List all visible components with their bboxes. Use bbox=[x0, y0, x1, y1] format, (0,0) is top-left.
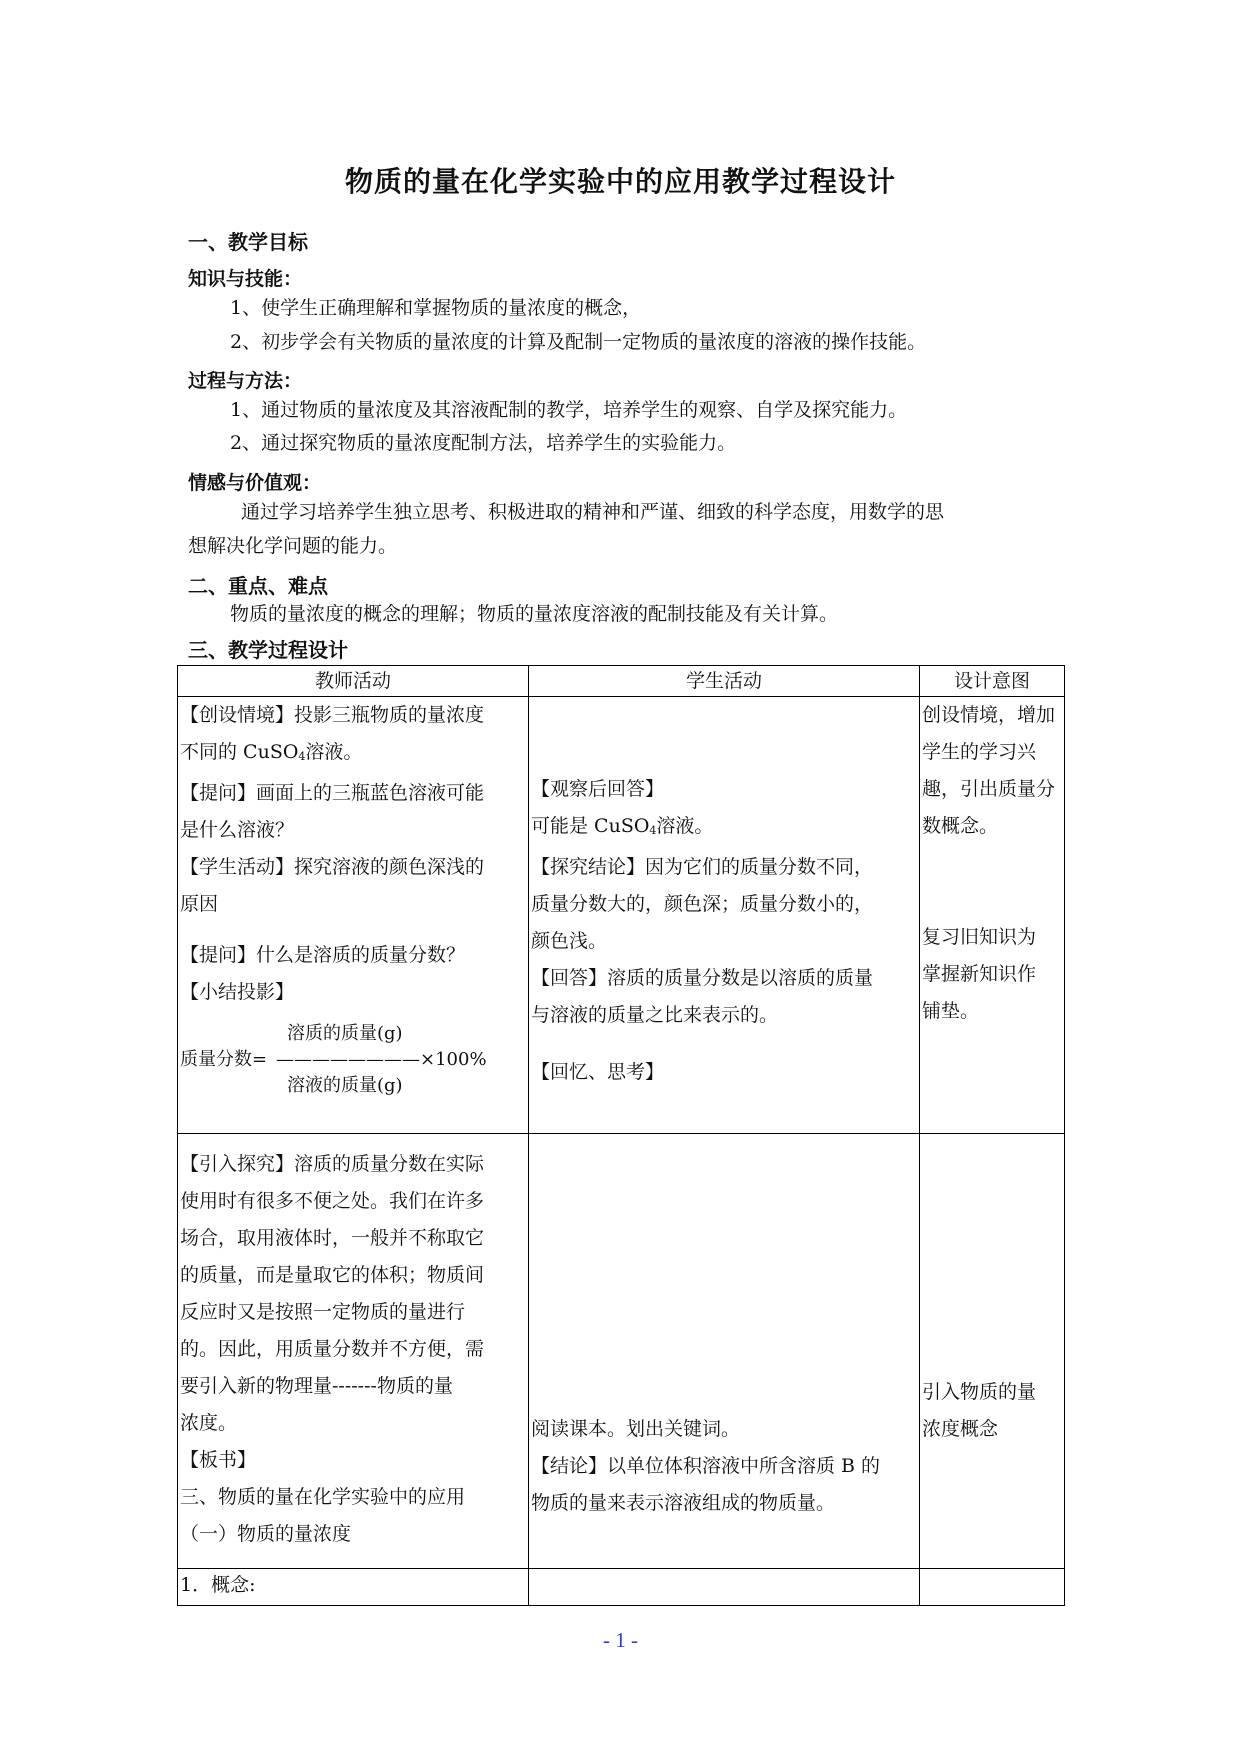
design-intent-cell bbox=[920, 1569, 1065, 1606]
text-line: 引入物质的量 bbox=[922, 1381, 1037, 1403]
text-line: 物质的量来表示溶液组成的物质量。 bbox=[531, 1492, 836, 1514]
section-heading-keypoints: 二、重点、难点 bbox=[188, 574, 328, 598]
text-line: 数概念。 bbox=[922, 815, 999, 837]
text-line: 【板书】 bbox=[180, 1449, 257, 1471]
text-line: 使用时有很多不便之处。我们在许多 bbox=[180, 1190, 485, 1212]
keypoints-text: 物质的量浓度的概念的理解；物质的量浓度溶液的配制技能及有关计算。 bbox=[230, 603, 839, 625]
text-line: 学生的学习兴 bbox=[922, 741, 1037, 763]
process-item-1: 1、通过物质的量浓度及其溶液配制的教学，培养学生的观察、自学及探究能力。 bbox=[230, 399, 908, 421]
text-line: 【提问】什么是溶质的质量分数？ bbox=[180, 944, 466, 966]
student-activity-cell bbox=[529, 1134, 920, 1569]
text-line: 反应时又是按照一定物质的量进行 bbox=[180, 1301, 466, 1323]
page-number: - 1 - bbox=[603, 1628, 638, 1652]
table-row bbox=[178, 697, 1065, 1134]
text-line: 的。因此，用质量分数并不方便，需 bbox=[180, 1338, 485, 1360]
formula-label: 质量分数= bbox=[180, 1049, 268, 1070]
section-heading-process-design: 三、教学过程设计 bbox=[188, 638, 348, 662]
subheading-emotion: 情感与价值观： bbox=[188, 472, 322, 494]
text-line: 【探究结论】因为它们的质量分数不同， bbox=[531, 856, 874, 878]
text-line: 浓度。 bbox=[180, 1412, 238, 1434]
text-line: 【小结投影】 bbox=[180, 981, 295, 1003]
text-line: 浓度概念 bbox=[922, 1418, 999, 1440]
text-line: 趣，引出质量分 bbox=[922, 778, 1056, 800]
text-line: 的质量，而是量取它的体积；物质间 bbox=[180, 1264, 485, 1286]
text-line: 可能是 CuSO$_4$溶液。 bbox=[531, 815, 714, 837]
formula-fraction-line: ————————×100% bbox=[276, 1049, 487, 1070]
process-item-2: 2、通过探究物质的量浓度配制方法，培养学生的实验能力。 bbox=[230, 432, 737, 454]
text-line: 【创设情境】投影三瓶物质的量浓度 bbox=[180, 704, 485, 726]
text-line: 【观察后回答】 bbox=[531, 778, 665, 800]
text-line: 颜色浅。 bbox=[531, 930, 608, 952]
document-title: 物质的量在化学实验中的应用教学过程设计 bbox=[344, 165, 896, 198]
knowledge-item-2: 2、初步学会有关物质的量浓度的计算及配制一定物质的量浓度的溶液的操作技能。 bbox=[230, 331, 927, 353]
teacher-activity-cell bbox=[178, 697, 529, 1134]
text-line: 要引入新的物理量-------物质的量 bbox=[180, 1375, 453, 1397]
student-activity-cell bbox=[529, 697, 920, 1134]
text-line: 质量分数大的，颜色深；质量分数小的， bbox=[531, 893, 874, 915]
design-intent-cell bbox=[920, 697, 1065, 1134]
text-line: 【引入探究】溶质的质量分数在实际 bbox=[180, 1153, 485, 1175]
mass-fraction-formula bbox=[180, 1011, 526, 1096]
text-line: 掌握新知识作 bbox=[922, 963, 1037, 985]
teacher-activity-cell: 1．概念: bbox=[178, 1569, 529, 1606]
text-line: 铺垫。 bbox=[922, 1000, 980, 1022]
table-header-row bbox=[178, 666, 1065, 697]
formula-numerator: 溶质的质量(g) bbox=[287, 1023, 403, 1044]
text-line: 【结论】以单位体积溶液中所含溶质 B 的 bbox=[531, 1455, 881, 1477]
text-line: 三、物质的量在化学实验中的应用 bbox=[180, 1486, 466, 1508]
header-student-activity: 学生活动 bbox=[529, 666, 920, 697]
table-row bbox=[178, 1134, 1065, 1569]
text-line: 【提问】画面上的三瓶蓝色溶液可能 bbox=[180, 782, 485, 804]
text-line: 创设情境，增加 bbox=[922, 704, 1056, 726]
text-line: 是什么溶液？ bbox=[180, 819, 295, 841]
text-line: 【回答】溶质的质量分数是以溶质的质量 bbox=[531, 967, 874, 989]
teaching-process-table bbox=[177, 665, 1065, 1606]
teacher-activity-cell bbox=[178, 1134, 529, 1569]
table-row bbox=[178, 1569, 1065, 1606]
header-design-intent: 设计意图 bbox=[920, 666, 1065, 697]
text-line: 不同的 CuSO$_4$溶液。 bbox=[180, 741, 363, 763]
text-line: 场合，取用液体时，一般并不称取它 bbox=[180, 1227, 485, 1249]
text-line: （一）物质的量浓度 bbox=[180, 1523, 352, 1545]
subheading-process: 过程与方法： bbox=[188, 370, 303, 392]
text-line: 复习旧知识为 bbox=[922, 926, 1037, 948]
formula-denominator: 溶液的质量(g) bbox=[287, 1075, 403, 1096]
text-line: 【回忆、思考】 bbox=[531, 1061, 665, 1083]
emotion-text-line-2: 想解决化学问题的能力。 bbox=[188, 535, 398, 557]
knowledge-item-1: 1、使学生正确理解和掌握物质的量浓度的概念， bbox=[230, 297, 642, 319]
text-line: 与溶液的质量之比来表示的。 bbox=[531, 1004, 779, 1026]
header-teacher-activity: 教师活动 bbox=[178, 666, 529, 697]
text-line: 阅读课本。划出关键词。 bbox=[531, 1418, 741, 1440]
subheading-knowledge: 知识与技能： bbox=[188, 268, 303, 290]
emotion-text-line-1: 通过学习培养学生独立思考、积极进取的精神和严谨、细致的科学态度，用数学的思 bbox=[241, 501, 945, 523]
text-line: 原因 bbox=[180, 893, 219, 915]
design-intent-cell bbox=[920, 1134, 1065, 1569]
section-heading-goals: 一、教学目标 bbox=[188, 230, 308, 254]
student-activity-cell bbox=[529, 1569, 920, 1606]
text-line: 【学生活动】探究溶液的颜色深浅的 bbox=[180, 856, 485, 878]
